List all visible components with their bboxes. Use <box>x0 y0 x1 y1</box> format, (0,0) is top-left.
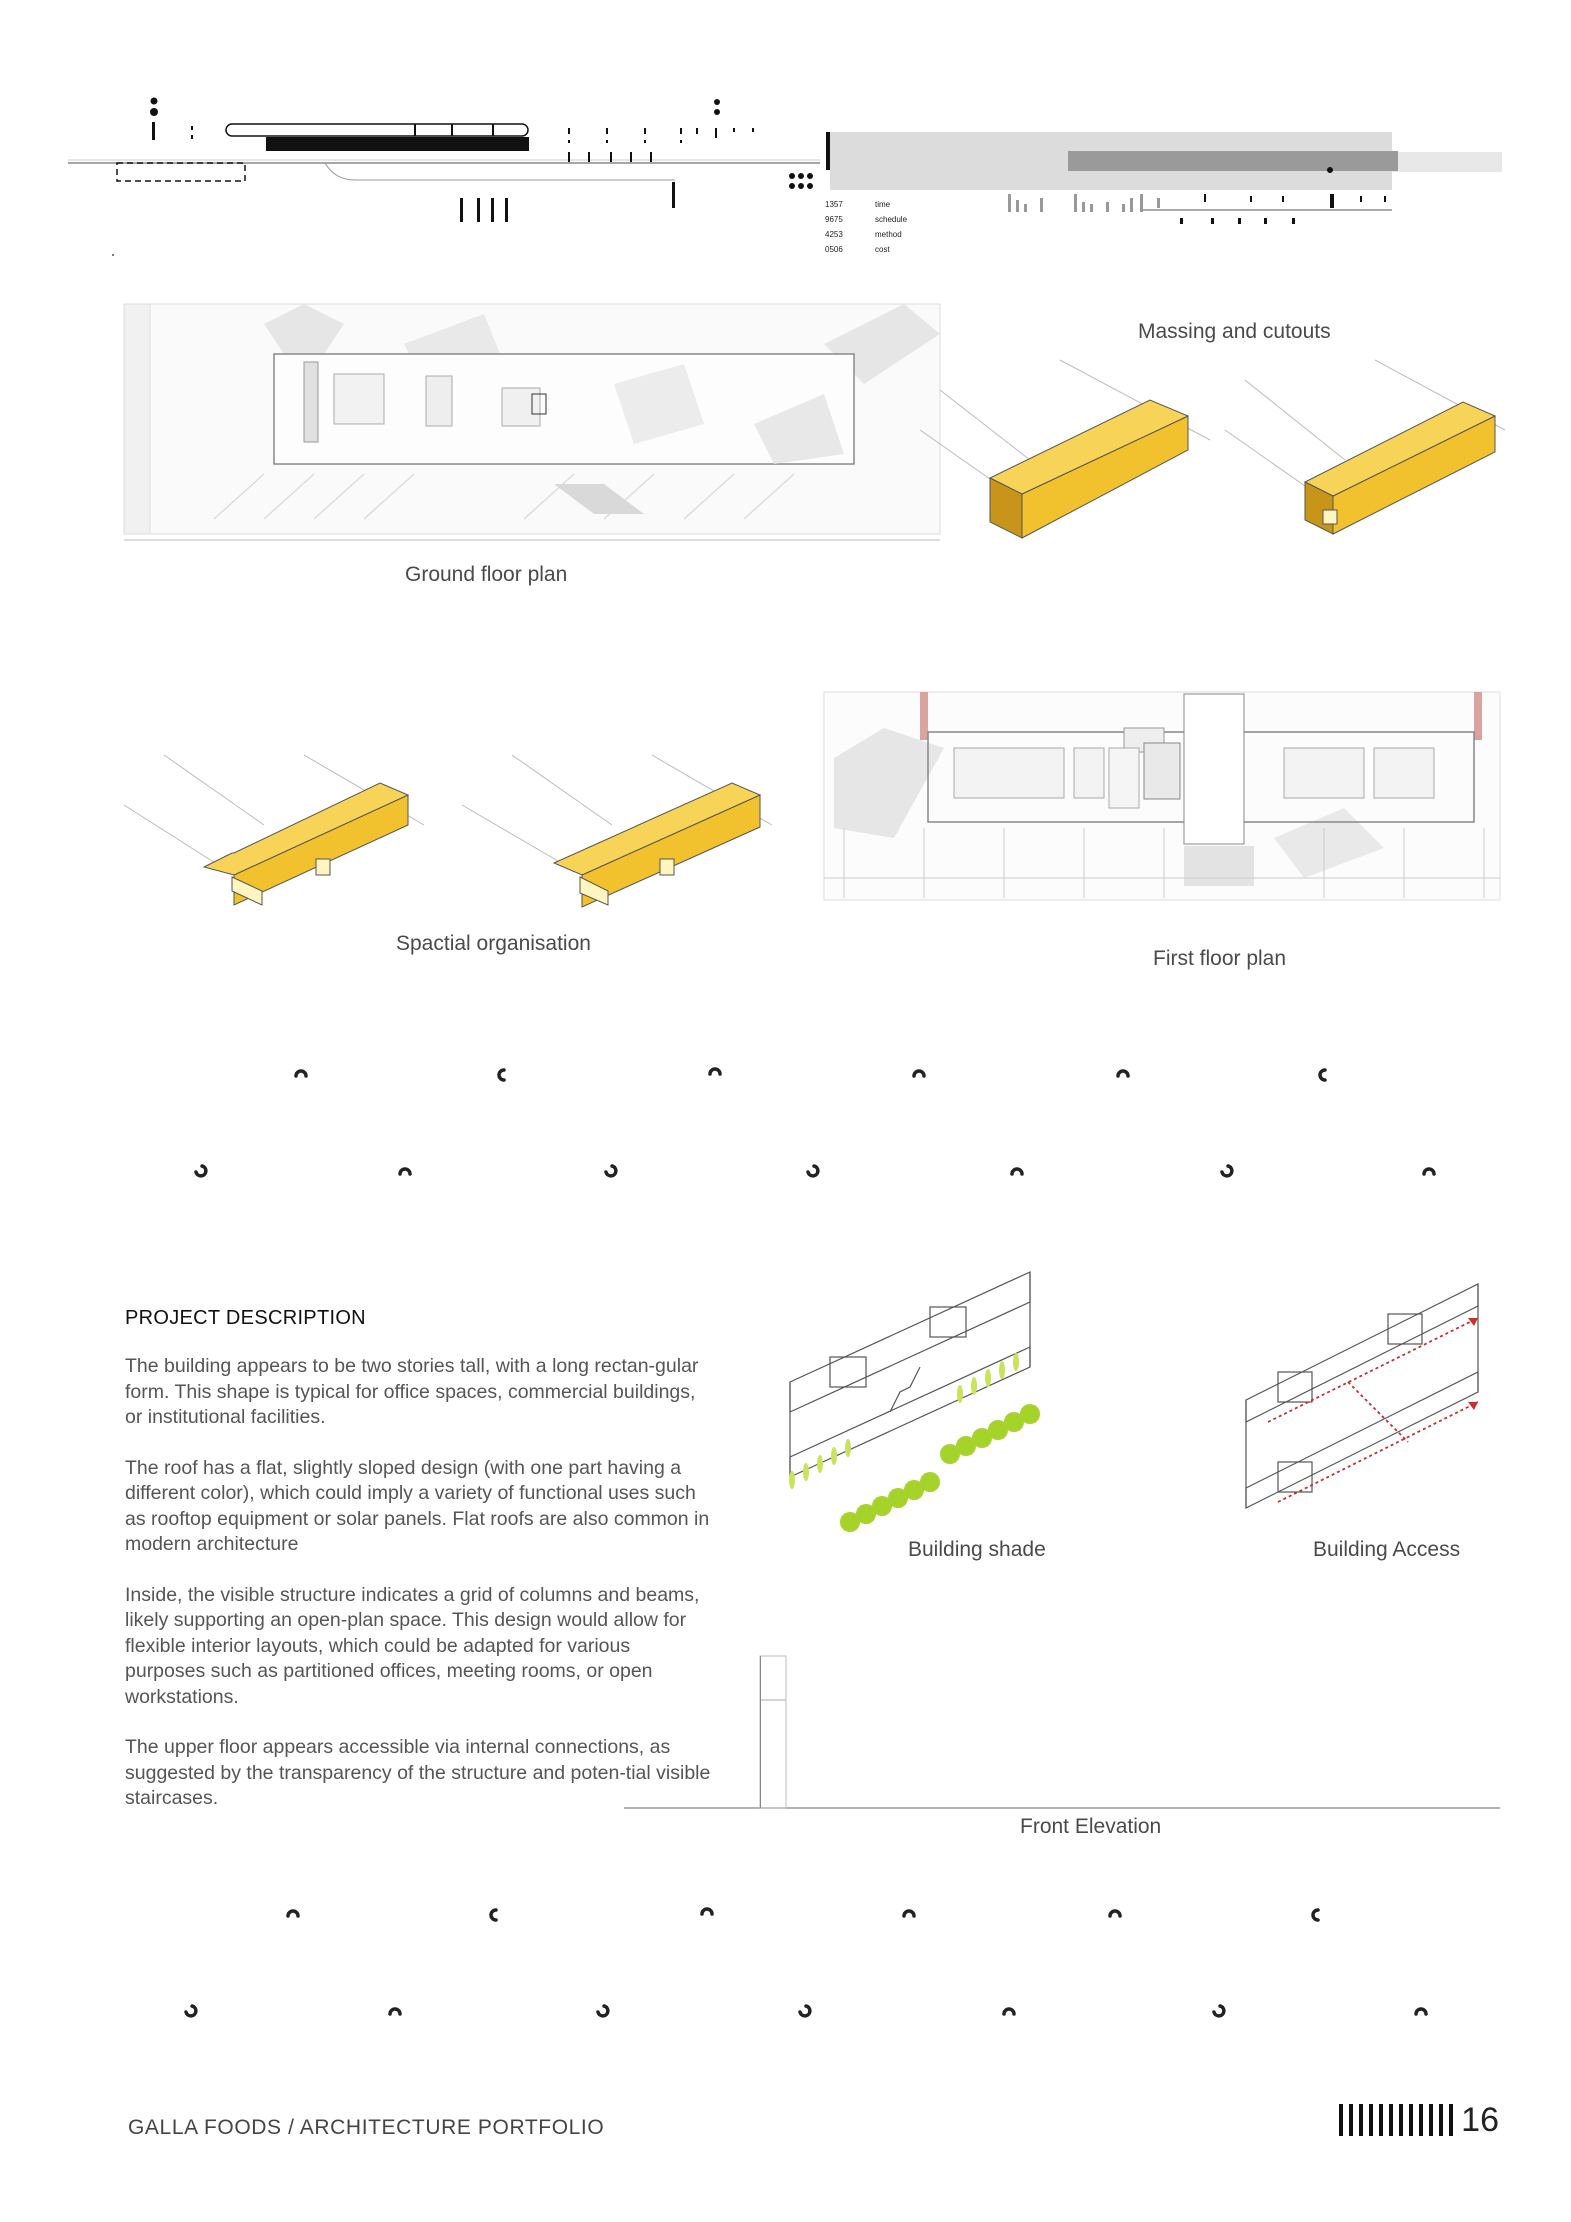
hook-mark-icon <box>288 1911 298 1916</box>
hook-mark-icon <box>808 1166 818 1176</box>
building-shade-caption: Building shade <box>908 1538 1046 1561</box>
hook-mark-icon <box>1222 1166 1232 1176</box>
description-paragraph: The upper floor appears accessible via internal connections, as suggested by the transparency of the structure and poten-tial visible staircases. <box>125 1736 711 1809</box>
hook-mark-icon <box>1424 1169 1434 1174</box>
description-paragraph: The building appears to be two stories tall, with a long rectan-gular form. This shape is typical for office spaces, commercial buildings, or institutional facilities. <box>125 1355 699 1428</box>
timeline-legend <box>825 200 935 260</box>
hook-mark-icon <box>1012 1169 1022 1174</box>
hook-mark-icon <box>1416 2009 1426 2014</box>
hook-mark-icon <box>1320 1070 1325 1080</box>
hook-mark-icon <box>491 1910 496 1920</box>
description-paragraph: The roof has a flat, slightly sloped design (with one part having a different color), which could imply a variety of functional uses such as rooftop equipment or solar panels. Flat roofs are also common in modern architecture <box>125 1456 710 1555</box>
building-access-diagram <box>1238 1262 1498 1522</box>
page-tally-bars <box>1339 2104 1459 2136</box>
legend-label: time <box>875 200 891 209</box>
footer-page-marker <box>1339 2100 1499 2140</box>
ground-floor-plan-drawing <box>124 304 944 544</box>
first-floor-caption: First floor plan <box>1153 947 1287 970</box>
legend-code: 9675 <box>825 215 843 224</box>
massing-caption: Massing and cutouts <box>1138 320 1331 343</box>
legend-code: 4253 <box>825 230 843 239</box>
hook-mark-icon <box>390 2009 400 2014</box>
hook-mark-icon <box>196 1166 206 1176</box>
hook-mark-icon <box>904 1911 914 1916</box>
hook-mark-icon <box>1118 1071 1128 1076</box>
hook-mark-icon <box>914 1071 924 1076</box>
spatial-model-2 <box>462 755 772 915</box>
hook-mark-icon <box>1313 1910 1318 1920</box>
hook-mark-icon <box>499 1070 504 1080</box>
hook-mark-icon <box>598 2006 608 2016</box>
front-elevation-caption: Front Elevation <box>1020 1815 1162 1838</box>
hook-mark-icon <box>1214 2006 1224 2016</box>
hook-mark-icon <box>702 1909 712 1914</box>
footer-portfolio-title: GALLA FOODS / ARCHITECTURE PORTFOLIO <box>128 2116 605 2139</box>
page-number: 16 <box>1461 2100 1499 2139</box>
spatial-model-1 <box>124 755 424 915</box>
massing-model-1 <box>910 360 1220 540</box>
legend-code: 1357 <box>825 200 843 209</box>
hook-mark-icon <box>296 1071 306 1076</box>
hook-mark-icon <box>606 1166 616 1176</box>
hook-mark-icon <box>1004 2009 1014 2014</box>
legend-label: method <box>875 230 902 239</box>
legend-label: schedule <box>875 215 908 224</box>
project-timeline-graphic <box>0 0 1571 270</box>
legend-code: 0506 <box>825 245 843 254</box>
hook-mark-icon <box>1110 1911 1120 1916</box>
hook-mark-row-1 <box>0 1050 1571 1170</box>
first-floor-plan-drawing <box>824 688 1504 908</box>
spatial-caption: Spactial organisation <box>396 932 591 955</box>
hook-mark-row-2 <box>0 1890 1571 2010</box>
ground-floor-caption: Ground floor plan <box>405 563 568 586</box>
hook-mark-icon <box>400 1169 410 1174</box>
massing-model-2 <box>1225 360 1515 540</box>
description-title: PROJECT DESCRIPTION <box>125 1307 366 1329</box>
hook-mark-icon <box>800 2006 810 2016</box>
front-elevation-drawing <box>624 1652 1504 1812</box>
building-access-caption: Building Access <box>1313 1538 1461 1561</box>
hook-mark-icon <box>710 1069 720 1074</box>
legend-label: cost <box>875 245 890 254</box>
building-shade-diagram <box>780 1262 1110 1552</box>
hook-mark-icon <box>186 2006 196 2016</box>
description-paragraph: Inside, the visible structure indicates a grid of columns and beams, likely supporting an open-plan space. This design would allow for flexible interior layouts, which could be adapted for various purposes such as partitioned offices, meeting rooms, or open workstations. <box>125 1583 700 1708</box>
